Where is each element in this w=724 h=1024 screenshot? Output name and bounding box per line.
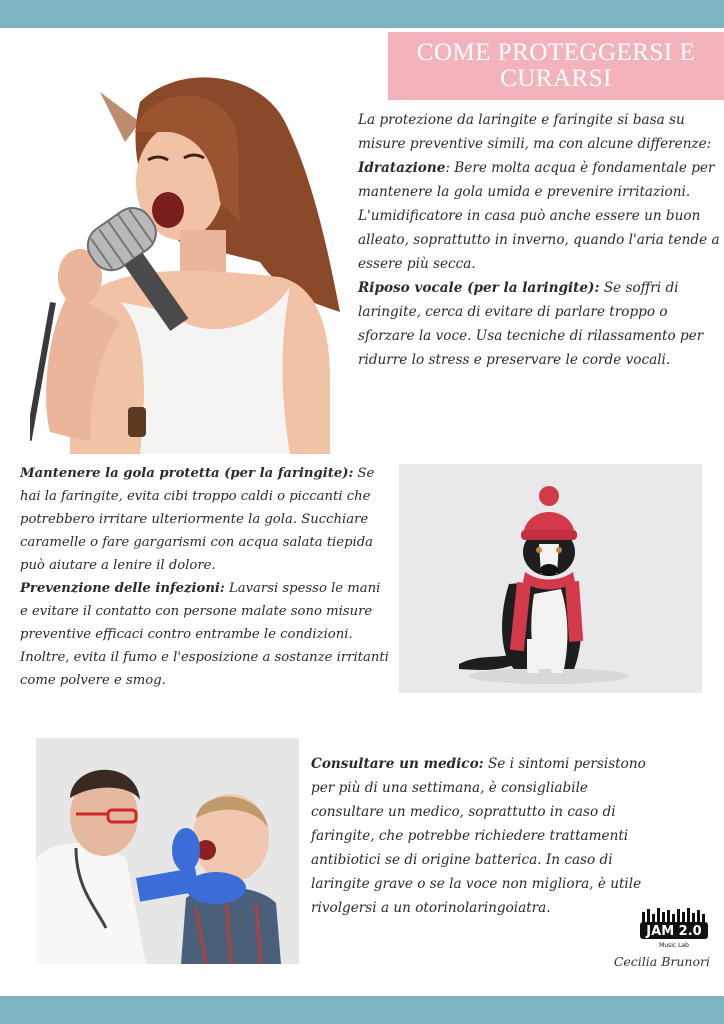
top-band: [0, 0, 724, 28]
page-title: COME PROTEGGERSI E CURARSI: [416, 39, 696, 92]
section-consult-doctor: [311, 752, 656, 920]
section-heading: Idratazione: [358, 160, 446, 176]
bottom-band: [0, 996, 724, 1024]
logo-name: JAM 2.0: [646, 924, 702, 939]
jam-logo: [636, 906, 712, 950]
logo-sub: Music Lab: [659, 942, 689, 949]
author-signature: Cecilia Brunori: [613, 954, 710, 969]
section-heading: Prevenzione delle infezioni:: [20, 581, 225, 596]
section-body: Se i sintomi persistono per più di una settimana, è consigliabile consultare un medico, soprattutto in caso di faringite, che potrebbe richiedere trattamenti antibiotici se di origine batterica. In caso di laringite grave o se la voce non migliora, è utile rivolgersi a un otorinolaringoiatra.: [311, 756, 646, 916]
section-heading: Consultare un medico:: [311, 756, 484, 772]
section-infection-prevention: [20, 577, 390, 692]
section-body: Se soffri di laringite, cerca di evitare di parlare troppo o sforzare la voce. Usa tecniche di rilassamento per ridurre lo stress e preservare le corde vocali.: [358, 280, 704, 368]
section-body: : Bere molta acqua è fondamentale per mantenere la gola umida e prevenire irritazioni. L'umidificatore in casa può anche essere un buon alleato, soprattutto in inverno, quando l'aria tende a essere più secca.: [358, 160, 720, 272]
section-heading: Mantenere la gola protetta (per la faringite):: [20, 466, 354, 481]
section-throat-protection: [20, 462, 390, 577]
section-vocal-rest: [358, 276, 724, 372]
singer-photo: [30, 62, 350, 454]
intro-paragraph: La protezione da laringite e faringite si basa su misure preventive simili, ma con alcune differenze:: [358, 112, 712, 152]
section-body: Lavarsi spesso le mani e evitare il contatto con persone malate sono misure preventive efficaci contro entrambe le condizioni. Inoltre, evita il fumo e l'esposizione a sostanze irritanti come polvere e smog.: [20, 581, 389, 688]
intro-text-block: [358, 108, 724, 372]
throat-text-block: [20, 462, 390, 692]
section-body: Se hai la faringite, evita cibi troppo caldi o piccanti che potrebbero irritare ulteriormente la gola. Succhiare caramelle o fare gargarismi con acqua salata tiepida può aiutare a lenire il dolore.: [20, 466, 375, 573]
section-hydration: [358, 156, 724, 276]
consult-text-block: [311, 752, 656, 920]
dog-photo: [399, 464, 702, 693]
doctor-child-photo: [36, 738, 299, 964]
section-heading: Riposo vocale (per la laringite):: [358, 280, 600, 296]
title-banner: [388, 32, 724, 100]
